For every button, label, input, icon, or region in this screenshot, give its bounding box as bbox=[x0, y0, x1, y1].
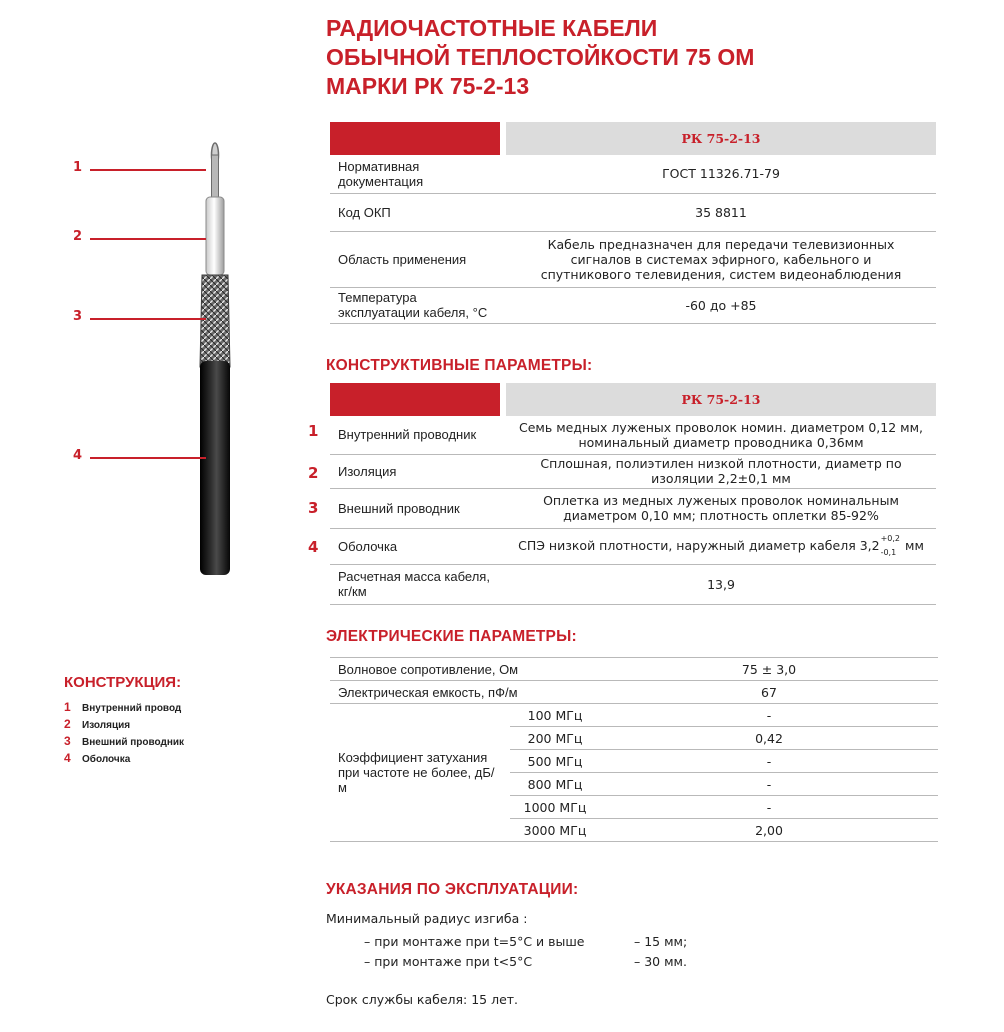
row-label: Волновое сопротивление, Ом bbox=[330, 658, 600, 681]
freq-cell: 1000 МГц bbox=[510, 796, 600, 819]
construction-item: 2 Изоляция bbox=[64, 717, 131, 731]
atten-value: - bbox=[600, 773, 938, 796]
freq-cell: 100 МГц bbox=[510, 704, 600, 727]
leader-line-2 bbox=[90, 238, 206, 240]
title-line-3: МАРКИ РК 75-2-13 bbox=[326, 73, 530, 99]
leader-line-1 bbox=[90, 169, 206, 171]
cable-label-3: 3 bbox=[73, 309, 83, 324]
atten-value: 2,00 bbox=[600, 819, 938, 842]
electrical-title: ЭЛЕКТРИЧЕСКИЕ ПАРАМЕТРЫ: bbox=[326, 628, 577, 645]
row-value: 67 bbox=[600, 681, 938, 704]
radius-condition: – при монтаже при t=5°С и выше bbox=[364, 934, 585, 949]
row-value: 35 8811 bbox=[506, 193, 936, 231]
freq-cell: 800 МГц bbox=[510, 773, 600, 796]
row-number: 2 bbox=[308, 464, 319, 482]
freq-cell: 200 МГц bbox=[510, 727, 600, 750]
general-header: РК 75-2-13 bbox=[506, 122, 936, 155]
freq-cell: 3000 МГц bbox=[510, 819, 600, 842]
row-label: Изоляция bbox=[330, 454, 500, 488]
construction-list bbox=[64, 699, 184, 767]
row-label: Температура эксплуатации кабеля, °С bbox=[330, 287, 500, 323]
row-value: Сплошная, полиэтилен низкой плотности, диаметр по изоляции 2,2±0,1 мм bbox=[506, 454, 936, 488]
row-value: Оплетка из медных луженых проволок номинальным диаметром 0,10 мм; плотность оплетки 85-92% bbox=[506, 488, 936, 528]
atten-value: - bbox=[600, 704, 938, 727]
row-label: Нормативная документация bbox=[330, 155, 500, 193]
title-line-1: РАДИОЧАСТОТНЫЕ КАБЕЛИ bbox=[326, 15, 658, 41]
attenuation-label: Коэффициент затухания при частоте не более, дБ/м bbox=[330, 704, 510, 842]
row-value: Кабель предназначен для передачи телевизионных сигналов в системах эфирного, кабельного и спутникового телевидения, систем видеонаблюдения bbox=[506, 231, 936, 287]
cable-label-4: 4 bbox=[73, 448, 83, 463]
constructive-header: РК 75-2-13 bbox=[506, 383, 936, 416]
header-red-block bbox=[330, 383, 500, 416]
general-table bbox=[330, 122, 936, 324]
row-value: ГОСТ 11326.71-79 bbox=[506, 155, 936, 193]
atten-value: - bbox=[600, 750, 938, 773]
min-radius-text: Минимальный радиус изгиба : bbox=[326, 911, 528, 926]
electrical-table bbox=[330, 657, 938, 842]
leader-line-3 bbox=[90, 318, 206, 320]
row-value: Семь медных луженых проволок номин. диаметром 0,12 мм, номинальный диаметр проводника 0,36мм bbox=[506, 416, 936, 454]
row-label: Область применения bbox=[330, 231, 500, 287]
radius-condition: – при монтаже при t<5°С bbox=[364, 954, 533, 969]
row-label: Электрическая емкость, пФ/м bbox=[330, 681, 600, 704]
row-value: СПЭ низкой плотности, наружный диаметр кабеля 3,2 +0,2 -0,1 мм bbox=[506, 528, 936, 564]
atten-value: 0,42 bbox=[600, 727, 938, 750]
construction-title: КОНСТРУКЦИЯ: bbox=[64, 674, 182, 691]
title-line-2: ОБЫЧНОЙ ТЕПЛОСТОЙКОСТИ 75 ОМ bbox=[326, 44, 755, 70]
row-label: Расчетная масса кабеля, кг/км bbox=[330, 564, 500, 604]
jacket-shape bbox=[200, 361, 230, 575]
radius-value: – 30 мм. bbox=[634, 954, 687, 969]
service-life-text: Срок службы кабеля: 15 лет. bbox=[326, 992, 519, 1007]
row-value: -60 до +85 bbox=[506, 287, 936, 323]
row-label: Оболочка bbox=[330, 528, 500, 564]
row-label: Код ОКП bbox=[330, 193, 500, 231]
construction-item: 4 Оболочка bbox=[64, 751, 131, 765]
construction-item: 1 Внутренний провод bbox=[64, 700, 182, 714]
atten-value: - bbox=[600, 796, 938, 819]
row-value: 75 ± 3,0 bbox=[600, 658, 938, 681]
cable-label-1: 1 bbox=[73, 160, 83, 175]
row-label: Внешний проводник bbox=[330, 488, 500, 528]
cable-illustration bbox=[180, 135, 250, 580]
row-label: Внутренний проводник bbox=[330, 416, 500, 454]
leader-line-4 bbox=[90, 457, 206, 459]
page-title bbox=[326, 14, 754, 101]
constructive-table bbox=[330, 383, 936, 605]
freq-cell: 500 МГц bbox=[510, 750, 600, 773]
cable-label-2: 2 bbox=[73, 229, 83, 244]
braid-shape bbox=[200, 275, 230, 367]
row-value: 13,9 bbox=[506, 564, 936, 604]
row-number: 3 bbox=[308, 499, 319, 517]
radius-value: – 15 мм; bbox=[634, 934, 688, 949]
header-red-block bbox=[330, 122, 500, 155]
row-number: 4 bbox=[308, 538, 319, 556]
construction-item: 3 Внешний проводник bbox=[64, 734, 185, 748]
insulation-shape bbox=[206, 197, 224, 275]
row-number: 1 bbox=[308, 422, 319, 440]
constructive-title: КОНСТРУКТИВНЫЕ ПАРАМЕТРЫ: bbox=[326, 357, 593, 374]
operation-title: УКАЗАНИЯ ПО ЭКСПЛУАТАЦИИ: bbox=[326, 881, 579, 898]
